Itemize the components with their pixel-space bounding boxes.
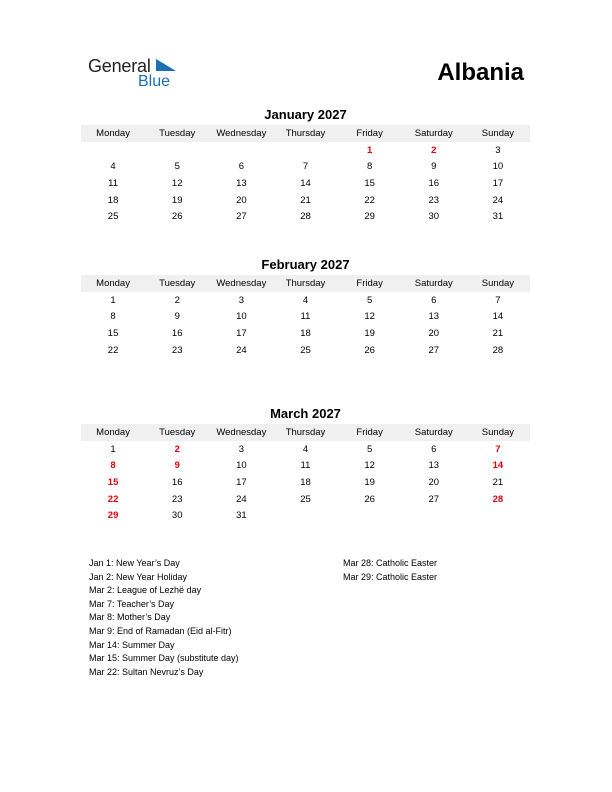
- day-cell: 4: [110, 161, 116, 173]
- day-cell: 2: [431, 144, 437, 156]
- day-cell: 6: [431, 294, 437, 306]
- weekday-header: Friday: [338, 125, 402, 142]
- day-cell: 21: [492, 327, 504, 339]
- day-cell: 22: [107, 493, 119, 505]
- holiday-entry: Mar 8: Mother’s Day: [89, 612, 171, 623]
- day-cell: 31: [236, 510, 247, 522]
- weekday-header: Thursday: [273, 275, 337, 292]
- empty-day-cell: [402, 507, 466, 524]
- day-cell: 9: [174, 460, 180, 472]
- holiday-entry: Mar 22: Sultan Nevruz’s Day: [89, 666, 204, 677]
- holiday-column-1: [89, 557, 329, 679]
- weekday-header: Friday: [338, 424, 402, 441]
- day-cell: 18: [107, 194, 119, 206]
- holiday-entry: Mar 14: Summer Day: [89, 639, 175, 650]
- weekday-header: Sunday: [466, 275, 530, 292]
- weekday-header: Monday: [81, 125, 145, 142]
- day-cell: 15: [364, 177, 375, 189]
- weekday-header: Saturday: [402, 424, 466, 441]
- day-cell: 24: [236, 344, 247, 356]
- holiday-entry: Jan 1: New Year’s Day: [89, 558, 180, 568]
- weekday-header: Saturday: [402, 125, 466, 142]
- holiday-column-2: [343, 557, 543, 584]
- month-title: February 2027: [261, 257, 350, 272]
- holiday-entry: Mar 28: Catholic Easter: [343, 558, 438, 568]
- day-cell: 1: [110, 443, 116, 455]
- day-cell: 3: [495, 144, 501, 156]
- month-grid: [81, 275, 530, 358]
- week-row: [81, 208, 530, 225]
- day-cell: 2: [174, 294, 180, 306]
- weekday-header: Tuesday: [145, 275, 209, 292]
- day-cell: 26: [364, 344, 375, 356]
- day-cell: 15: [107, 327, 119, 339]
- day-cell: 27: [428, 344, 440, 356]
- week-row: [81, 458, 530, 475]
- empty-day-cell: [273, 507, 337, 524]
- day-cell: 14: [300, 177, 311, 189]
- day-cell: 10: [492, 161, 504, 173]
- day-cell: 23: [171, 493, 183, 505]
- day-cell: 23: [428, 194, 440, 206]
- week-row: [81, 441, 530, 458]
- weekday-header: Wednesday: [209, 424, 273, 441]
- logo-triangle-icon: [155, 58, 177, 72]
- day-cell: 28: [300, 211, 311, 223]
- day-cell: 16: [171, 327, 183, 339]
- day-cell: 19: [364, 327, 375, 339]
- day-cell: 29: [364, 211, 375, 223]
- day-cell: 7: [495, 294, 501, 306]
- day-cell: 7: [495, 443, 501, 455]
- week-row: [81, 142, 530, 159]
- month-january: [81, 107, 530, 225]
- month-grid: [81, 125, 530, 225]
- week-row: [81, 175, 530, 192]
- holiday-entry: Mar 2: League of Lezhë day: [89, 585, 202, 596]
- week-row: [81, 292, 530, 309]
- day-cell: 3: [238, 443, 244, 455]
- week-row: [81, 491, 530, 508]
- weekday-header: Tuesday: [145, 424, 209, 441]
- day-cell: 19: [364, 476, 375, 488]
- day-cell: 8: [366, 161, 373, 173]
- day-cell: 4: [302, 443, 309, 455]
- month-title: March 2027: [270, 406, 341, 421]
- day-cell: 9: [431, 161, 437, 173]
- day-cell: 22: [107, 344, 119, 356]
- day-cell: 4: [302, 294, 309, 306]
- day-cell: 13: [428, 460, 440, 472]
- week-row: [81, 159, 530, 176]
- week-row: [81, 342, 530, 359]
- generalblue-logo: [88, 54, 188, 94]
- week-row: [81, 474, 530, 491]
- logo-word-blue: Blue: [138, 73, 171, 90]
- day-cell: 16: [428, 177, 440, 189]
- day-cell: 25: [107, 211, 119, 223]
- empty-day-cell: [338, 507, 402, 524]
- month-february: [81, 257, 530, 358]
- day-cell: 29: [107, 510, 119, 522]
- week-row: [81, 507, 530, 524]
- month-grid: [81, 424, 530, 524]
- day-cell: 11: [300, 311, 311, 323]
- day-cell: 13: [428, 311, 440, 323]
- day-cell: 3: [238, 294, 244, 306]
- day-cell: 10: [236, 460, 247, 472]
- day-cell: 19: [171, 194, 183, 206]
- day-cell: 22: [364, 194, 375, 206]
- day-cell: 12: [364, 460, 375, 472]
- day-cell: 23: [171, 344, 183, 356]
- day-cell: 26: [364, 493, 375, 505]
- day-cell: 20: [236, 194, 247, 206]
- month-title: January 2027: [264, 107, 347, 122]
- day-cell: 25: [300, 493, 311, 505]
- weekday-header: Thursday: [273, 125, 337, 142]
- day-cell: 13: [236, 177, 247, 189]
- week-row: [81, 325, 530, 342]
- day-cell: 5: [366, 443, 373, 455]
- empty-day-cell: [273, 142, 337, 159]
- day-cell: 5: [366, 294, 373, 306]
- day-cell: 15: [107, 476, 119, 488]
- week-row: [81, 309, 530, 326]
- day-cell: 27: [428, 493, 440, 505]
- day-cell: 17: [236, 476, 247, 488]
- day-cell: 1: [366, 144, 373, 156]
- day-cell: 31: [492, 211, 504, 223]
- weekday-header: Sunday: [466, 125, 530, 142]
- empty-day-cell: [466, 507, 530, 524]
- holiday-entry: Mar 9: End of Ramadan (Eid al-Fitr): [89, 625, 232, 636]
- empty-day-cell: [81, 142, 145, 159]
- weekday-header: Wednesday: [209, 125, 273, 142]
- day-cell: 7: [302, 161, 309, 173]
- week-row: [81, 192, 530, 209]
- weekday-header: Monday: [81, 424, 145, 441]
- weekday-header: Tuesday: [145, 125, 209, 142]
- day-cell: 21: [492, 476, 504, 488]
- day-cell: 26: [171, 211, 183, 223]
- day-cell: 21: [300, 194, 311, 206]
- day-cell: 30: [428, 211, 440, 223]
- logo-word-general: General: [88, 56, 151, 76]
- weekday-header: Saturday: [402, 275, 466, 292]
- holiday-entry: Mar 7: Teacher’s Day: [89, 598, 175, 609]
- day-cell: 12: [171, 177, 183, 189]
- day-cell: 16: [171, 476, 183, 488]
- empty-day-cell: [145, 142, 209, 159]
- month-march: [81, 406, 530, 524]
- day-cell: 28: [492, 493, 504, 505]
- weekday-header: Monday: [81, 275, 145, 292]
- day-cell: 20: [428, 476, 440, 488]
- day-cell: 11: [108, 177, 118, 189]
- holiday-entry: Jan 2: New Year Holiday: [89, 571, 188, 582]
- weekday-header: Friday: [338, 275, 402, 292]
- day-cell: 14: [492, 311, 504, 323]
- holiday-entry: Mar 29: Catholic Easter: [343, 571, 438, 582]
- day-cell: 14: [492, 460, 504, 472]
- day-cell: 6: [238, 161, 244, 173]
- holiday-entry: Mar 15: Summer Day (substitute day): [89, 653, 239, 664]
- day-cell: 17: [492, 177, 504, 189]
- day-cell: 20: [428, 327, 440, 339]
- day-cell: 6: [431, 443, 437, 455]
- day-cell: 1: [110, 294, 116, 306]
- day-cell: 5: [174, 161, 180, 173]
- day-cell: 9: [174, 311, 180, 323]
- weekday-header: Thursday: [273, 424, 337, 441]
- day-cell: 30: [171, 510, 183, 522]
- weekday-header: Sunday: [466, 424, 530, 441]
- day-cell: 17: [236, 327, 247, 339]
- weekday-header: Wednesday: [209, 275, 273, 292]
- day-cell: 28: [492, 344, 504, 356]
- day-cell: 24: [492, 194, 504, 206]
- day-cell: 12: [364, 311, 375, 323]
- country-title: Albania: [437, 59, 524, 86]
- day-cell: 2: [174, 443, 180, 455]
- day-cell: 10: [236, 311, 247, 323]
- day-cell: 24: [236, 493, 247, 505]
- day-cell: 18: [300, 327, 311, 339]
- day-cell: 27: [236, 211, 247, 223]
- day-cell: 8: [110, 460, 116, 472]
- empty-day-cell: [209, 142, 273, 159]
- day-cell: 25: [300, 344, 311, 356]
- day-cell: 8: [110, 311, 116, 323]
- day-cell: 11: [300, 460, 311, 472]
- day-cell: 18: [300, 476, 311, 488]
